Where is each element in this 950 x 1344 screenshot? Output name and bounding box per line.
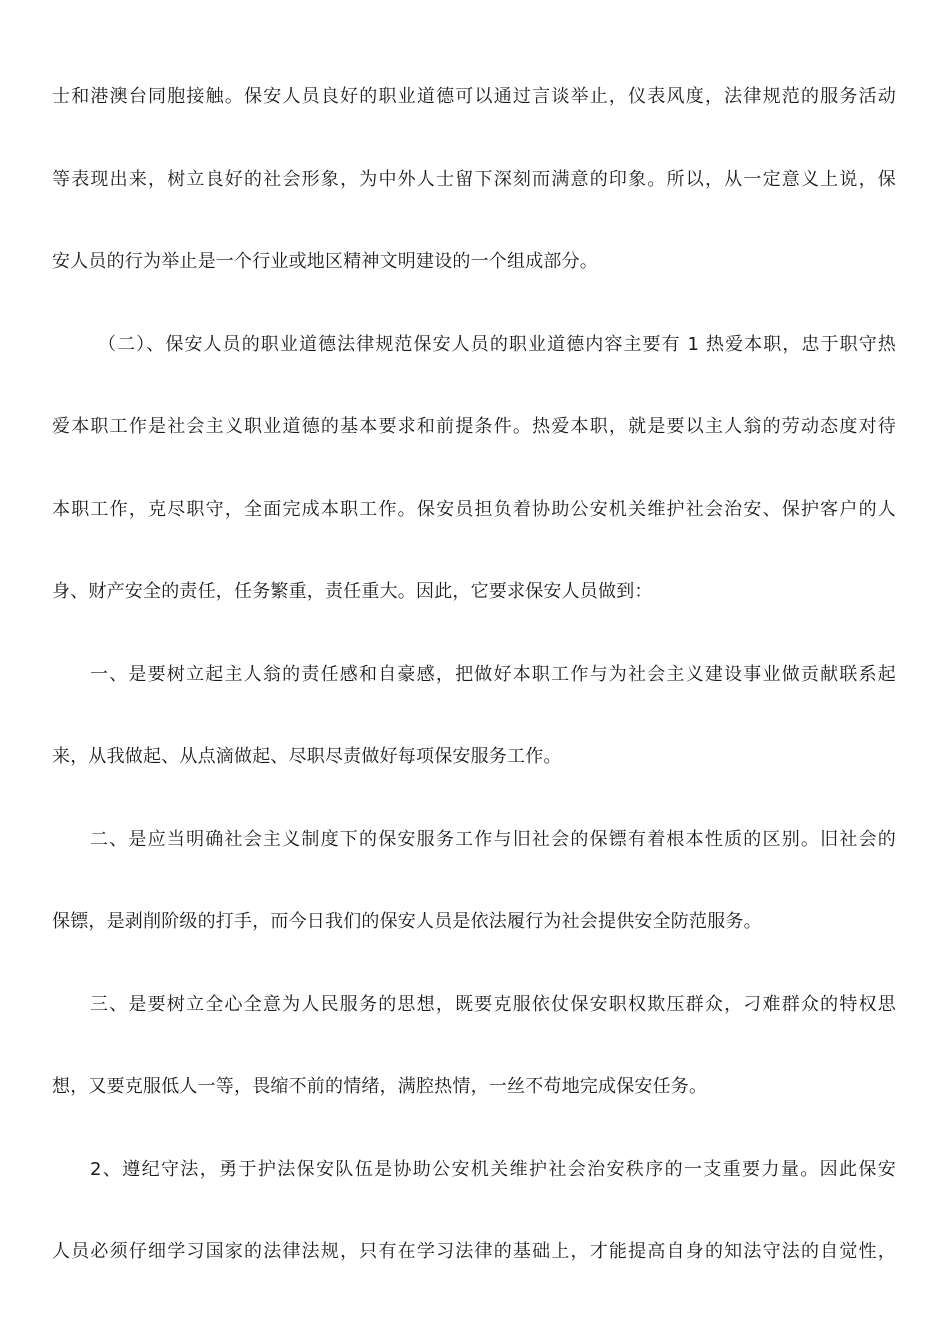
paragraph-2 bbox=[52, 304, 896, 634]
text-line: 二、是应当明确社会主义制度下的保安服务工作与旧社会的保镖有着根本性质的区别。旧社会的 bbox=[90, 828, 896, 850]
text-line: 士和港澳台同胞接触。保安人员良好的职业道德可以通过言谈举止，仪表风度，法律规范的服务活动 bbox=[52, 86, 896, 107]
paragraph-1 bbox=[52, 56, 896, 304]
text-line: 人员必须仔细学习国家的法律法规，只有在学习法律的基础上，才能提高自身的知法守法的自觉性， bbox=[52, 1241, 896, 1262]
text-line: 本职工作，克尽职守，全面完成本职工作。保安员担负着协助公安机关维护社会治安、保护客户的人 bbox=[52, 498, 896, 520]
text-line: 2、遵纪守法，勇于护法保安队伍是协助公安机关维护社会治安秩序的一支重要力量。因此保安 bbox=[90, 1158, 896, 1180]
text-line: 一、是要树立起主人翁的责任感和自豪感，把做好本职工作与为社会主义建设事业做贡献联系起 bbox=[90, 663, 896, 685]
paragraph-4 bbox=[52, 799, 896, 964]
paragraph-5 bbox=[52, 964, 896, 1129]
text-line: 安人员的行为举止是一个行业或地区精神文明建设的一个组成部分。 bbox=[52, 251, 598, 272]
text-line: 等表现出来，树立良好的社会形象，为中外人士留下深刻而满意的印象。所以，从一定意义上说，保 bbox=[52, 168, 896, 190]
document-body bbox=[52, 56, 896, 1294]
text-line: 三、是要树立全心全意为人民服务的思想，既要克服依仗保安职权欺压群众，刁难群众的特权思 bbox=[90, 993, 896, 1015]
text-line: 保镖，是剥削阶级的打手，而今日我们的保安人员是依法履行为社会提供安全防范服务。 bbox=[52, 911, 762, 932]
text-line: 来，从我做起、从点滴做起、尽职尽责做好每项保安服务工作。 bbox=[52, 746, 562, 767]
text-line: 想，又要克服低人一等，畏缩不前的情绪，满腔热情，一丝不苟地完成保安任务。 bbox=[52, 1076, 708, 1097]
text-line: 身、财产安全的责任，任务繁重，责任重大。因此，它要求保安人员做到： bbox=[52, 581, 653, 602]
text-line: 爱本职工作是社会主义职业道德的基本要求和前提条件。热爱本职，就是要以主人翁的劳动态度对待 bbox=[52, 416, 896, 437]
paragraph-6 bbox=[52, 1129, 896, 1294]
paragraph-3 bbox=[52, 634, 896, 799]
text-line: （二）、保安人员的职业道德法律规范保安人员的职业道德内容主要有 1 热爱本职，忠于职守热 bbox=[98, 333, 896, 355]
